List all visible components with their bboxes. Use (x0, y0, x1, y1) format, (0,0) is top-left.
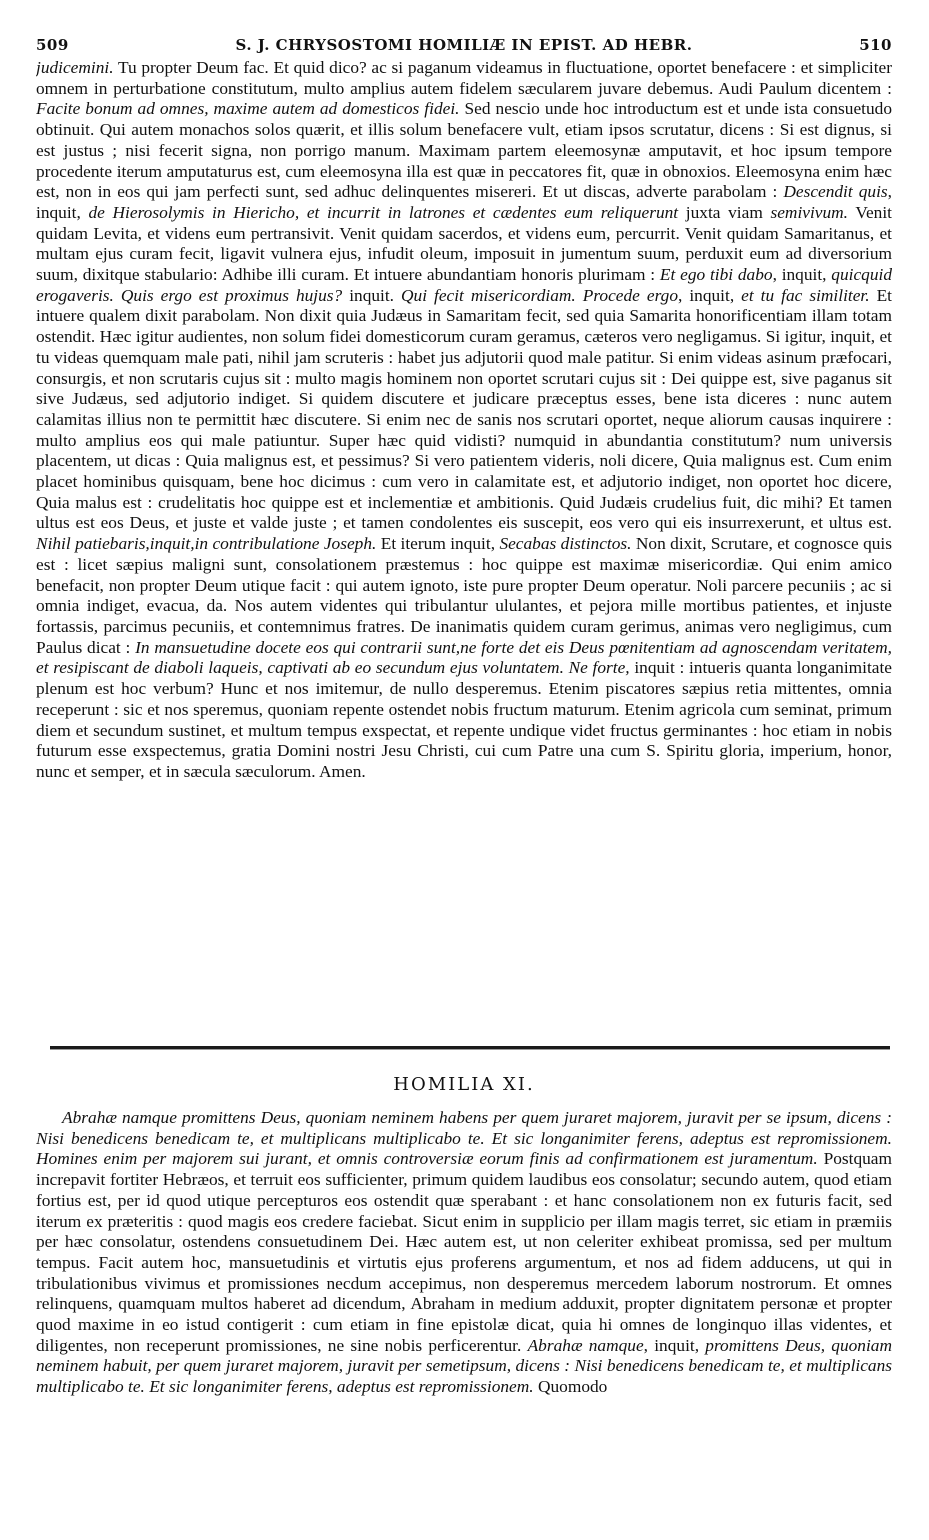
italic-text-run: In mansuetudine docete eos qui contrarii sunt,ne forte det eis Deus pœnitentiam ad agnoscendam veritatem, et resipiscant de diaboli laqueis, captivati ab eo secundum ejus voluntatem. Ne forte, (36, 637, 892, 678)
italic-text-run: quicquid erogaveris. Quis ergo est proximus hujus? (36, 265, 892, 305)
text-run: Venit quidam Levita, et videns eum pertransivit. Venit quidam sacerdos, et videns eum, percurrit. Venit quidam Samaritanus, et multam ejus curam fecit, ligavit vulnera ejus, infudit oleum, imposuit in jumentum suum, perduxit eum ad diversorium suum, dixitque stabulario: Adhibe illi curam. Et intuere abundantiam honoris plurimam : (36, 202, 892, 285)
italic-text-run: in contribulatione Joseph. (194, 534, 377, 554)
italic-text-run: Secabas distinctos. (499, 534, 632, 554)
section-divider (50, 1046, 890, 1050)
homily-paragraph (36, 1108, 892, 1532)
italic-text-run: semivivum. (770, 202, 849, 222)
italic-text-run: promittens Deus, quoniam neminem habuit, per quem juraret majorem, juravit per semetipsum, dicens : Nisi benedicens benedicam te, et multiplicans multiplicabo te. Et sic longanimiter ferens, adeptus est repromissionem. (36, 1335, 892, 1397)
italic-text-run: Descendit quis (783, 182, 888, 202)
italic-text-run: Facite bonum ad omnes, maxime autem ad domesticos fidei. (36, 99, 460, 119)
text-run: Postquam increpavit fortiter Hebræos, et terruit eos sufficienter, primum quidem laudibus eos consolatur; secundo autem, quod etiam fortius est, per id quod utique percepturos eos ostendit quæ sperabant : et hanc consolationem non ex futuris facit, sed iterum ex præteritis : quod magis eos credere faciebat. Sicut enim in supplicio per illam magis terret, sic etiam in præmiis per hæc consolatur, ostendens consuetudinem Dei. Hæc autem est, ut non celeriter exhibeat promissa, sed per multum tempus. Facit autem hoc, mansuetudinis et virtutis ejus proferens argumentum, et nos ad fidem adducens, ut qui in tribulationibus vivimus et promissiones necdum accepimus, non desperemus mercedem laborum nostrorum. Et omnes relinquens, quamquam multos haberet ad dicendum, Abraham in medium adduxit, propter dignitatem personæ et propter quod maxime in eo istud contigerit : cum etiam in fine epistolæ dicat, quia hi omnes de longinquo illas videntes, et diligentes, non receperunt promissiones, ne sine nobis perficerentur. (36, 1149, 892, 1355)
italic-text-run: inquit, (149, 534, 195, 554)
text-run: , inquit, (643, 1335, 706, 1355)
running-title: S. J. CHRYSOSTOMI HOMILIÆ IN EPIST. AD HEBR. (235, 36, 693, 54)
text-run: , inquit, (36, 182, 892, 222)
left-page-number: 509 (36, 36, 69, 54)
continuation-paragraph (36, 58, 892, 1016)
right-page-number: 510 (859, 36, 892, 54)
italic-text-run: de Hierosolymis in Hiericho, et incurrit in latrones et cædentes eum reliquerunt (88, 202, 679, 222)
text-run: Non dixit, Scrutare, et cognosce quis est : licet sæpius maligni sunt, consolationem præstemus : hoc quippe est maximæ misericordiæ. Qui enim amico benefacit, non propter Deum utique facit : qui autem ignoto, iste pure propter Deum operatur. Noli parcere pecuniis ; ac si omnia indiget, evacua, da. Nos autem videntes qui tribulantur ululantes, et pejora mille mortibus patientes, et injuste fortassis, parcimus pecuniis, et contemnimus fratres. De inanimatis quidem curam gerimus, animas vero negligimus, cum Paulus dicat : (36, 534, 892, 657)
homily-title: HOMILIA XI. (393, 1074, 535, 1095)
text-run: inquit. (342, 285, 402, 305)
italic-text-run: Abrahæ namque promittens Deus, quoniam neminem habens per quem juraret majorem, juravit per se ipsum, dicens : Nisi benedicens benedicam te, et multiplicans multiplicabo te. Et sic longanimiter ferens, adeptus est repromissionem. Homines enim per majorem sui jurant, et omnis controversiæ eorum finis ad confirmationem est juramentum. (36, 1108, 892, 1169)
italic-text-run: Abrahæ namque (527, 1335, 644, 1355)
text-run: Et iterum inquit, (376, 534, 500, 554)
italic-text-run: Qui fecit misericordiam. Procede ergo (401, 285, 679, 305)
italic-text-run: et tu fac similiter. (741, 285, 870, 305)
text-run: Sed nescio unde hoc introductum est et unde ista consuetudo obtinuit. Qui autem monachos solos quærit, et illis solum benefacere vult, etiam ipsos scrutatur, dicens : Si est dignus, si est justus ; nisi fecerit signa, non porrigo manum. Maximam partem eleemosynæ amputavit, et hoc ipsum tempore procedente iterum amputaturus est, cum eleemosyna illa est quæ in peccatores fit, quæ in obnoxios. Eleemosyna enim hæc est, non in eos qui jam perfecti sunt, sed adhuc delinquentes misereri. Et ut discas, adverte parabolam : (36, 99, 892, 202)
text-run: Tu propter Deum fac. Et quid dico? ac si paganum videamus in fluctuatione, oportet benefacere : et simpliciter omnem in perturbatione constitutum, multo amplius autem fidelem sæcularem juvare debemus. Audi Paulum dicentem : (36, 58, 892, 98)
italic-text-run: Et ego tibi dabo (659, 265, 773, 285)
text-run: Quomodo (533, 1377, 608, 1397)
text-run: , inquit, (772, 265, 832, 285)
text-run: Et intuere qualem dixit parabolam. Non dixit quia Judæus in Samaritam fecit, sed quia Samarita honorificentiam illam totam ostendit. Hæc igitur audientes, non solum fidei domesticorum curam geramus, cæteros vero negligamus. Si igitur, inquit, et tu videas quemquam male pati, nihil jam scruteris : habet jus adjutorii quod male patitur. Si enim videas asinum præfocari, consurgis, et non scrutaris cujus sit : multo magis hominem non oportet scrutari cujus sit : Dei quippe est, sive paganus sit sive Judæus, sed adjutorio indiget. Si quidem discutere et judicare præceptus esses, bene ista diceres : nunc autem calamitas illius non te permittit hæc discutere. Si enim nec de sanis nos scrutari oportet, neque aliorum causas inquirere : multo amplius eos qui male patiuntur. Super hæc quid vidisti? numquid in abundantia constitutum? num universis placentem, ut dicas : Quia malignus est, et pessimus? Si vero patientem videris, noli dicere, Quia malignus est. Cum enim placet hominibus quisquam, bene hoc dicimus : cum vero in calamitate est, et adjutorio indiget, non oportet hoc dicere, Quia malus est : crudelitatis hoc quippe est et inclementiæ et ambitionis. Quid Judæis crudelius fuit, dic mihi? Et tamen ultus est eos Deus, et juste et valde juste ; et tamen condolentes eis suscepit, eos vero qui eis insurrexerunt, et ultus est. (36, 285, 892, 533)
text-run: , inquit, (678, 285, 742, 305)
book-page (36, 34, 892, 1534)
page-header (36, 34, 892, 58)
text-run: inquit : intueris quanta longanimitate plenum est hoc verbum? Hunc et nos imitemur, de nullo desperemus. Etenim piscatores sæpius retia mittentes, omnia receperunt : sic et nos speremus, quoniam repente ostendet nobis fructum maturum. Etenim agricola cum seminat, primum diem et secundum sustinet, et multum tempus exspectat, et repente undique videt fructus germinantes : hoc etiam in nobis futurum esse exspectemus, gratia Domini nostri Jesu Christi, cui cum Patre una cum S. Spiritu gloria, imperium, honor, nunc et semper, et in sæcula sæculorum. Amen. (36, 658, 892, 781)
italic-text-run: Nihil patiebaris, (36, 534, 150, 554)
italic-text-run: judicemini. (36, 58, 114, 77)
text-run: juxta viam (678, 202, 771, 222)
